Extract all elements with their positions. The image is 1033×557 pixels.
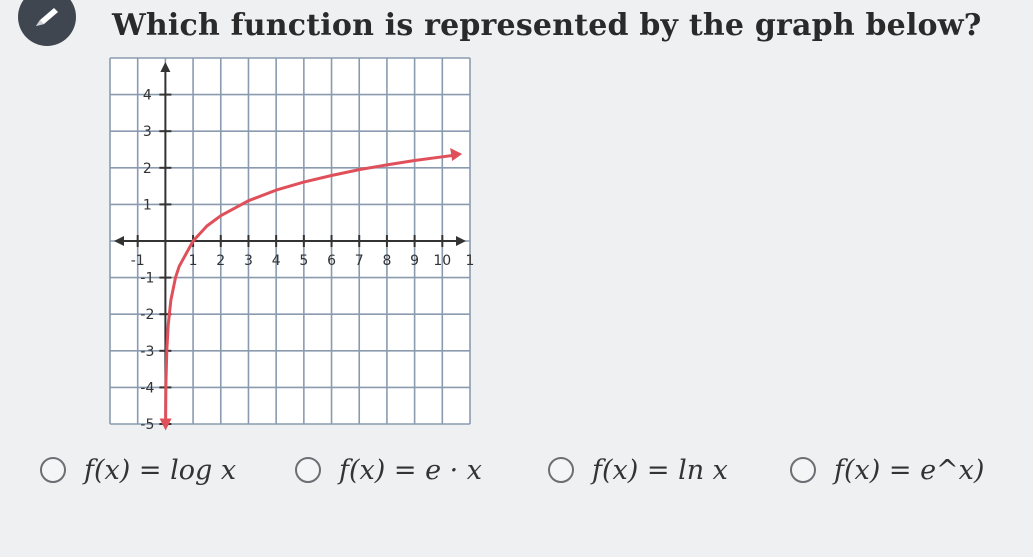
option-label: f(x) = e · x [339, 454, 483, 486]
y-tick-label: -1 [140, 270, 155, 287]
function-graph [110, 58, 475, 433]
x-tick-label: 1 [188, 253, 198, 269]
x-tick-label: 5 [299, 253, 309, 269]
radio-button[interactable] [295, 457, 321, 483]
y-tick-label: 4 [142, 87, 152, 104]
option-log[interactable] [40, 448, 236, 492]
y-tick-label: 3 [142, 124, 152, 141]
x-tick-label: 8 [382, 253, 392, 269]
y-tick-label: 2 [142, 160, 152, 177]
x-tick-label: 9 [410, 253, 420, 269]
radio-button[interactable] [548, 457, 574, 483]
y-tick-label: 1 [142, 197, 152, 214]
pencil-icon [18, 0, 76, 46]
x-tick-label: -1 [130, 253, 145, 269]
y-tick-label: -4 [140, 380, 155, 397]
y-tick-label: -2 [140, 307, 155, 324]
x-tick-label: 4 [271, 253, 281, 269]
x-tick-label: 6 [327, 253, 336, 269]
x-tick-label: 7 [354, 253, 364, 269]
radio-button[interactable] [40, 457, 66, 483]
x-tick-label: 1 [465, 253, 475, 269]
answer-options [0, 448, 1033, 498]
option-label: f(x) = ln x [592, 454, 728, 486]
y-tick-label: -5 [140, 417, 155, 433]
option-ln[interactable] [548, 448, 728, 492]
x-tick-label: 2 [216, 253, 226, 269]
option-exp[interactable] [790, 448, 984, 492]
x-tick-label: 3 [244, 253, 253, 269]
option-label: f(x) = log x [84, 454, 237, 486]
y-tick-label: -3 [140, 343, 155, 360]
radio-button[interactable] [790, 457, 816, 483]
graph-svg [110, 58, 475, 433]
option-label: f(x) = e^x) [834, 454, 985, 486]
question-text: Which function is represented by the graph below? [112, 8, 982, 43]
x-tick-label: 10 [433, 253, 452, 269]
option-e-times-x[interactable] [295, 448, 482, 492]
